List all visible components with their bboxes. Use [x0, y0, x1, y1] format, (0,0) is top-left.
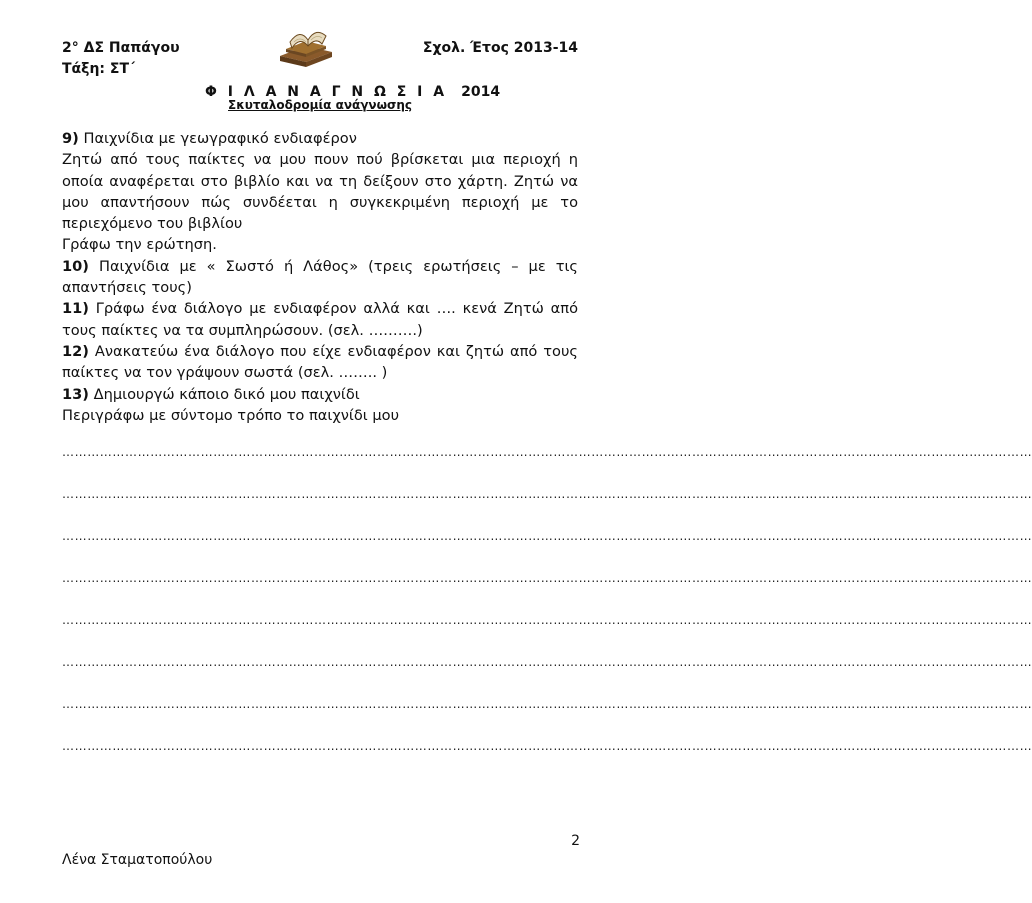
item-text: Περιγράφω με σύντομο τρόπο το παιχνίδι μου: [62, 406, 400, 424]
answer-line-3[interactable]: ……………………………………………………………………………………………………………………………………………………………………………………………………………: [62, 529, 1032, 543]
item-number: 13): [62, 385, 89, 403]
author-name: Λένα Σταματοπούλου: [62, 852, 213, 868]
item-text: Γράφω ένα διάλογο με ενδιαφέρον αλλά και …. κενά Ζητώ από τους παίκτες να τα συμπληρώσουν. (σελ. ……….): [62, 300, 578, 339]
item-text: Δημιουργώ κάποιο δικό μου παιχνίδι: [88, 385, 360, 403]
item-13: [62, 384, 578, 405]
item-number: 12): [62, 342, 89, 360]
item-text: Γράφω την ερώτηση.: [62, 236, 217, 254]
item-number: 9): [62, 130, 79, 147]
answer-line-4[interactable]: ……………………………………………………………………………………………………………………………………………………………………………………………………………: [62, 571, 1032, 585]
item-text: Ανακατεύω ένα διάλογο που είχε ενδιαφέρον και ζητώ από τους παίκτες να τον γράψουν σωστά (σελ. …….. ): [62, 342, 578, 382]
class-label: Τάξη: ΣΤ΄: [62, 61, 136, 77]
item-9-task: [62, 234, 578, 255]
answer-line-2[interactable]: ……………………………………………………………………………………………………………………………………………………………………………………………………………: [62, 487, 1032, 501]
answer-line-1[interactable]: ……………………………………………………………………………………………………………………………………………………………………………………………………………: [62, 445, 1032, 459]
item-number: 10): [62, 257, 89, 275]
title-year: 2014: [461, 84, 501, 100]
school-name: 2° ΔΣ Παπάγου: [62, 40, 180, 56]
instructions-body: [62, 128, 578, 426]
answer-line-5[interactable]: ……………………………………………………………………………………………………………………………………………………………………………………………………………: [62, 613, 1032, 627]
item-number: 11): [62, 300, 89, 318]
item-9: [62, 128, 578, 149]
item-9-description: [62, 149, 578, 234]
item-text: Παιχνίδια με « Σωστό ή Λάθος» (τρεις ερωτήσεις – με τις απαντήσεις τους): [62, 257, 578, 297]
item-10: [62, 256, 578, 299]
answer-line-8[interactable]: ……………………………………………………………………………………………………………………………………………………………………………………………………………: [62, 739, 1032, 753]
answer-line-6[interactable]: ……………………………………………………………………………………………………………………………………………………………………………………………………………: [62, 655, 1032, 669]
title-text: Φ Ι Λ Α Ν Α Γ Ν Ω Σ Ι Α: [205, 84, 448, 100]
item-text: Παιχνίδια με γεωγραφικό ενδιαφέρον: [78, 130, 357, 147]
books-icon: [276, 22, 336, 72]
answer-line-7[interactable]: ……………………………………………………………………………………………………………………………………………………………………………………………………………: [62, 697, 1032, 711]
school-year: Σχολ. Έτος 2013-14: [422, 40, 578, 56]
item-11: [62, 298, 578, 341]
page-subtitle: Σκυταλοδρομία ανάγνωσης: [228, 98, 413, 112]
item-text: Ζητώ από τους παίκτες να μου πουν πού βρίσκεται μια περιοχή η οποία αναφέρεται στο βιβλίο και να τη δείξουν στο χάρτη. Ζητώ να μου απαντήσουν πώς συνδέεται η συγκεκριμένη περιοχή με το περιεχόμενο του βιβλίου: [62, 151, 578, 233]
page-number: 2: [571, 833, 580, 849]
item-13-task: [62, 405, 578, 426]
item-12: [62, 341, 578, 384]
